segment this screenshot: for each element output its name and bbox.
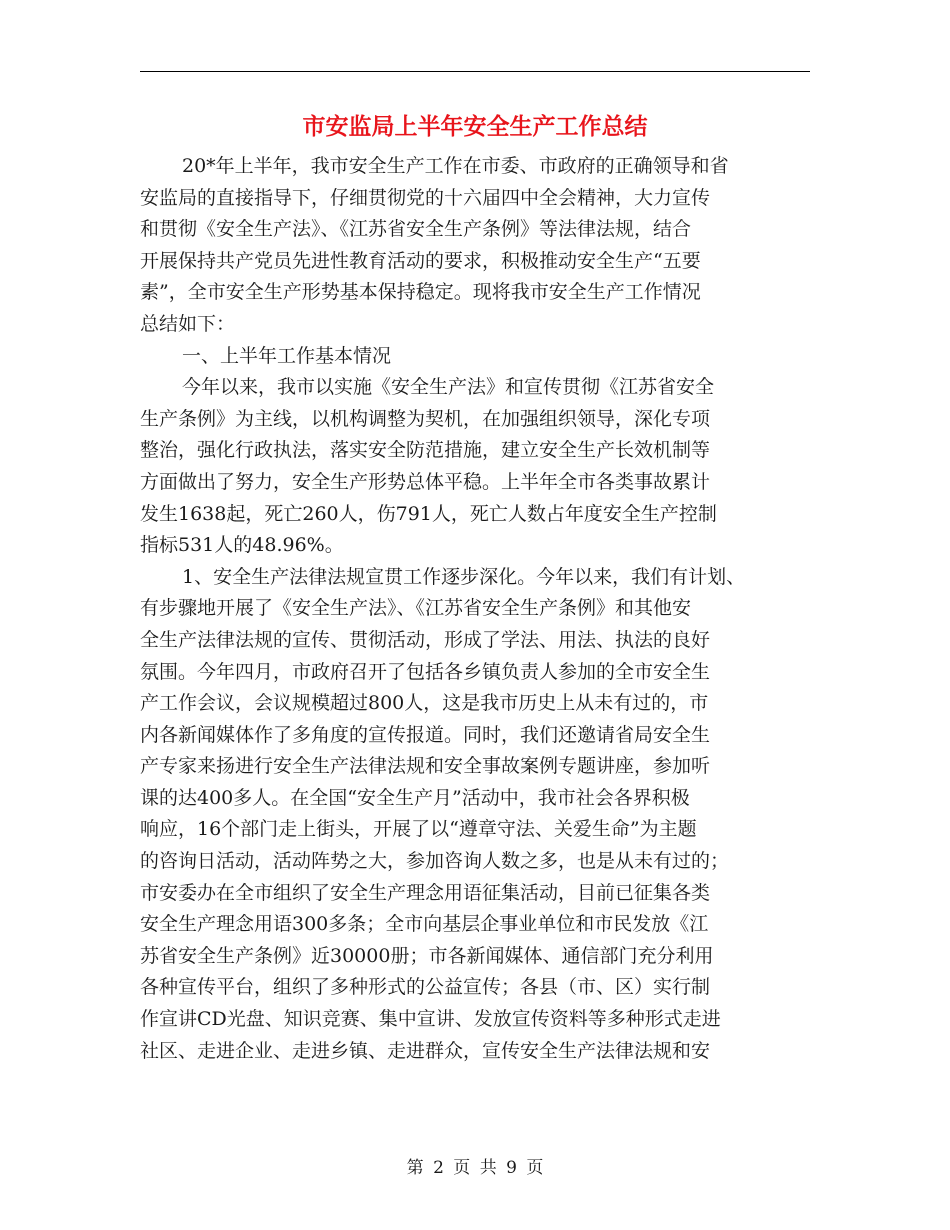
text-line: 20*年上半年，我市安全生产工作在市委、市政府的正确领导和省 (182, 155, 729, 177)
text-line: 产工作会议，会议规模超过800人，这是我市历史上从未有过的，市 (140, 692, 709, 715)
header-rule (140, 71, 810, 72)
text-line: 市安委办在全市组织了安全生产理念用语征集活动，目前已征集各类 (140, 881, 711, 904)
text-line: 1、安全生产法律法规宣贯工作逐步深化。今年以来，我们有计划、 (182, 565, 746, 588)
text-line: 安监局的直接指导下，仔细贯彻党的十六届四中全会精神，大力宣传 (140, 186, 711, 209)
text-line: 各种宣传平台，组织了多种形式的公益宣传；各县（市、区）实行制 (140, 976, 711, 999)
text-line: 全生产法律法规的宣传、贯彻活动，形成了学法、用法、执法的良好 (140, 628, 711, 651)
text-line: 安全生产理念用语300多条；全市向基层企事业单位和市民发放《江 (140, 913, 709, 936)
text-line: 课的达400多人。在全国“安全生产月”活动中，我市社会各界积极 (140, 786, 690, 809)
text-line: 整治，强化行政执法，落实安全防范措施，建立安全生产长效机制等 (140, 439, 711, 462)
text-line: 生产条例》为主线，以机构调整为契机，在加强组织领导，深化专项 (140, 407, 711, 430)
text-line: 今年以来，我市以实施《安全生产法》和宣传贯彻《江苏省安全 (182, 376, 715, 399)
text-line: 方面做出了努力，安全生产形势总体平稳。上半年全市各类事故累计 (140, 470, 711, 493)
text-line: 总结如下： (140, 312, 236, 335)
text-line: 和贯彻《安全生产法》、《江苏省安全生产条例》等法律法规，结合 (140, 218, 692, 241)
text-line: 素”，全市安全生产形势基本保持稳定。现将我市安全生产工作情况 (140, 281, 701, 304)
text-line: 产专家来扬进行安全生产法律法规和安全事故案例专题讲座，参加听 (140, 755, 711, 778)
text-line: 开展保持共产党员先进性教育活动的要求，积极推动安全生产“五要 (140, 249, 701, 272)
text-line: 内各新闻媒体作了多角度的宣传报道。同时，我们还邀请省局安全生 (140, 723, 711, 746)
page-number: 第 2 页 共 9 页 (406, 1158, 544, 1178)
text-line: 的咨询日活动，活动阵势之大，参加咨询人数之多，也是从未有过的； (140, 850, 730, 873)
text-line: 响应，16个部门走上街头，开展了以“遵章守法、关爱生命”为主题 (140, 818, 697, 841)
text-line: 发生1638起，死亡260人，伤791人，死亡人数占年度安全生产控制 (140, 502, 717, 525)
text-line: 苏省安全生产条例》近30000册；市各新闻媒体、通信部门充分利用 (140, 944, 714, 967)
text-line: 社区、走进企业、走进乡镇、走进群众，宣传安全生产法律法规和安 (140, 1039, 711, 1062)
text-line: 有步骤地开展了《安全生产法》、《江苏省安全生产条例》和其他安 (140, 597, 692, 620)
text-line: 氛围。今年四月，市政府召开了包括各乡镇负责人参加的全市安全生 (140, 660, 711, 683)
text-line: 指标531人的48.96%。 (140, 534, 344, 557)
section-heading: 一、上半年工作基本情况 (182, 344, 392, 367)
document-title: 市安监局上半年安全生产工作总结 (302, 113, 648, 140)
text-line: 作宣讲CD光盘、知识竞赛、集中宣讲、发放宣传资料等多种形式走进 (140, 1008, 721, 1031)
document-body (140, 151, 810, 1067)
